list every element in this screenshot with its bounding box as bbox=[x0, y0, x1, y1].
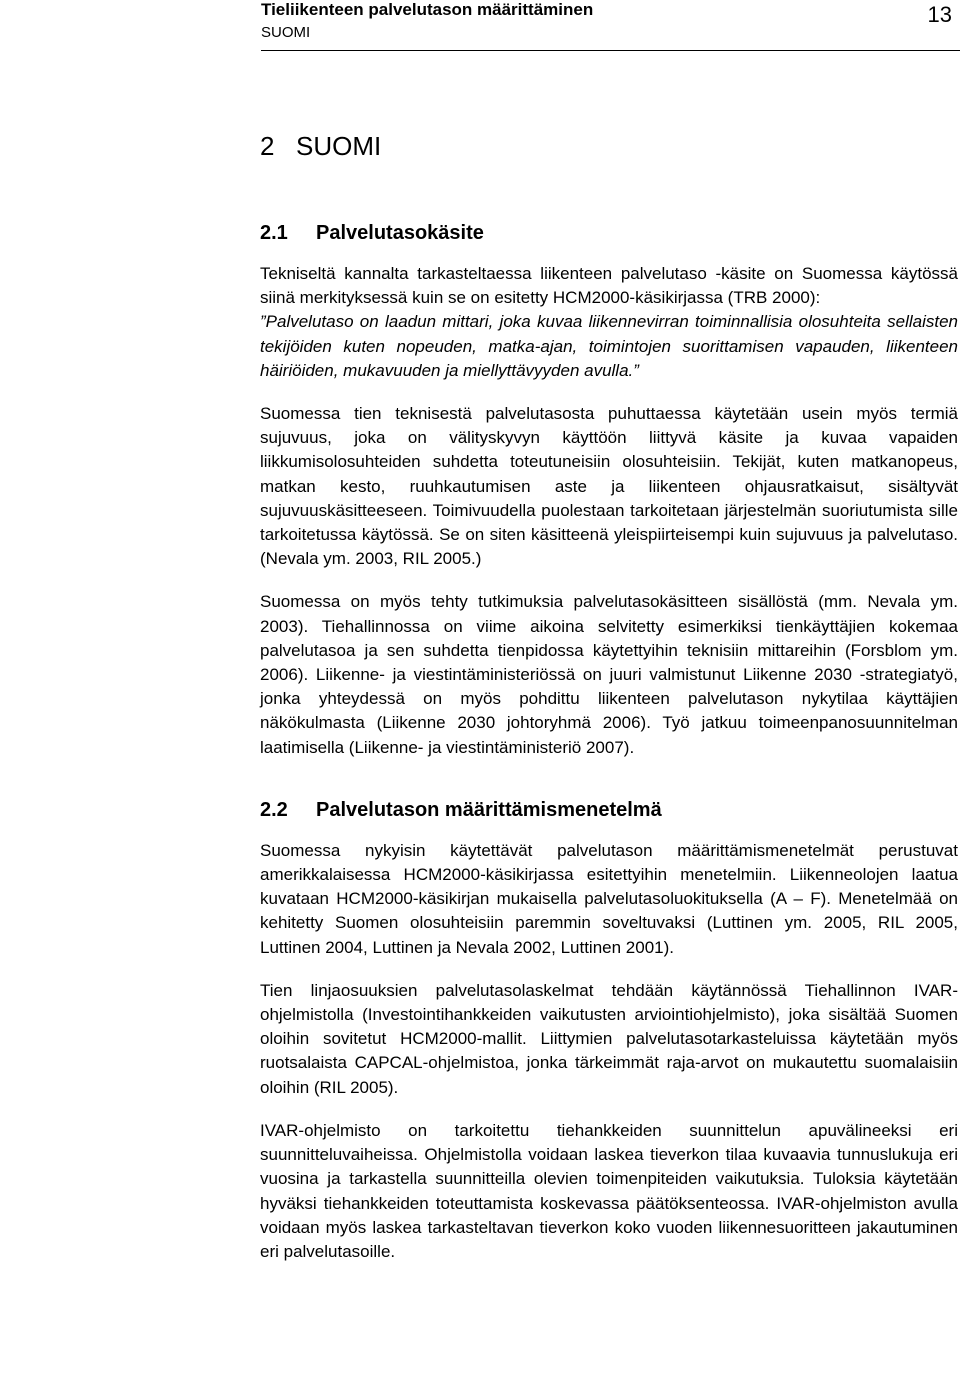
paragraph: Tekniseltä kannalta tarkasteltaessa liikenteen palvelutaso -käsite on Suomessa käytössä siinä merkityksessä kuin se on esitetty HCM2000-käsikirjassa (TRB 2000): bbox=[260, 264, 958, 308]
definition-quote: ”Palvelutaso on laadun mittari, joka kuvaa liikennevirran toiminnallisia olosuhteita sellaisten tekijöiden kuten nopeuden, matka-ajan, toimintojen suorittamisen vapauden, liikenteen häiriöiden, mukavuuden ja miellyttävyyden avulla.” bbox=[260, 312, 958, 380]
section-heading bbox=[260, 797, 958, 823]
section-heading bbox=[260, 220, 958, 246]
paragraph: Suomessa on myös tehty tutkimuksia palvelutasokäsitteen sisällöstä (mm. Nevala ym. 2003). Tiehallinnossa on viime aikoina selvitetty esimerkiksi tienkäyttäjien kokemaa palvelutasoa ja sen suhdetta tienpidossa käytettyihin teknisiin mittareihin (Forsblom ym. 2006). Liikenne- ja viestintäministeriössä on juuri valmistunut Liikenne 2030 -strategiatyö, jonka yhteydessä on myös pohdittu liikenteen palvelutason nykytilaa käyttäjien näkökulmasta (Liikenne 2030 johtoryhmä 2006). Työ jatkuu toimeenpanosuunnitelman laatimisella (Liikenne- ja viestintäministeriö 2007). bbox=[260, 592, 958, 757]
chapter-title: SUOMI bbox=[296, 131, 382, 161]
document-title: Tieliikenteen palvelutason määrittäminen bbox=[261, 0, 594, 19]
section-title: Palvelutason määrittämismenetelmä bbox=[316, 798, 662, 821]
section-number: 2.1 bbox=[260, 222, 288, 244]
header-rule bbox=[261, 50, 960, 51]
section-title: Palvelutasokäsite bbox=[316, 222, 484, 244]
page-number: 13 bbox=[927, 2, 952, 27]
page-body bbox=[260, 128, 958, 1264]
document-subtitle: SUOMI bbox=[261, 24, 311, 41]
paragraph: Tien linjaosuuksien palvelutasolaskelmat tehdään käytännössä Tiehallinnon IVAR-ohjelmistolla (Investointihankkeiden vaikutusten arviointiohjelmisto), joka sisältää Suomen oloihin sovitetut HCM2000-mallit. Liittymien palvelutasotarkasteluissa käytetään myös ruotsalaista CAPCAL-ohjelmistoa, jonka tärkeimmät raja-arvot on mukautettu suomalaisiin oloihin (RIL 2005). bbox=[260, 980, 958, 1097]
paragraph: Suomessa nykyisin käytettävät palvelutason määrittämismenetelmät perustuvat amerikkalaisessa HCM2000-käsikirjassa esitettyihin menetelmiin. Liikenneolojen laatua kuvataan HCM2000-käsikirjan mukaisella palvelutasoluokituksella (A – F). Menetelmää on kehitetty Suomen olosuhteisiin paremmin soveltuvaksi (Luttinen ym. 2005, RIL 2005, Luttinen 2004, Luttinen ja Nevala 2002, Luttinen 2001). bbox=[260, 840, 958, 957]
chapter-heading bbox=[260, 128, 958, 164]
paragraph: IVAR-ohjelmisto on tarkoitettu tiehankkeiden suunnittelun apuvälineeksi eri suunnitteluvaiheissa. Ohjelmistolla voidaan laskea tieverkon tilaa kuvaavia tunnuslukuja eri vuosina ja tarkastella suunnitteilla olevien toimenpiteiden vaikutuksia. Tuloksia käytetään hyväksi tiehankkeiden toteuttamista koskevassa päätöksenteossa. IVAR-ohjelmiston avulla voidaan myös laskea tarkasteltavan tieverkon koko vuoden liikennesuoritteen jakautuminen eri palvelutasoille. bbox=[260, 1120, 958, 1261]
chapter-number: 2 bbox=[260, 131, 275, 161]
paragraph: Suomessa tien teknisestä palvelutasosta puhuttaessa käytetään usein myös termiä sujuvuus, joka on välityskyvyn käyttöön liittyvä käsite ja kuvaa vapaiden liikkumisolosuhteiden suhdetta toteutuneisiin olosuhteisiin. Tekijät, kuten matkanopeus, matkan kesto, ruuhkautumisen aste ja liikenteen ohjausratkaisut, sisältyvät sujuvuuskäsitteeseen. Toimivuudella puolestaan tarkoitetaan järjestelmän suoriutumista sille tarkoitetussa käytössä. Se on siten käsitteenä yleispiirteisempi kuin sujuvuus ja palvelutaso. (Nevala ym. 2003, RIL 2005.) bbox=[260, 404, 958, 569]
section-number: 2.2 bbox=[260, 798, 288, 821]
